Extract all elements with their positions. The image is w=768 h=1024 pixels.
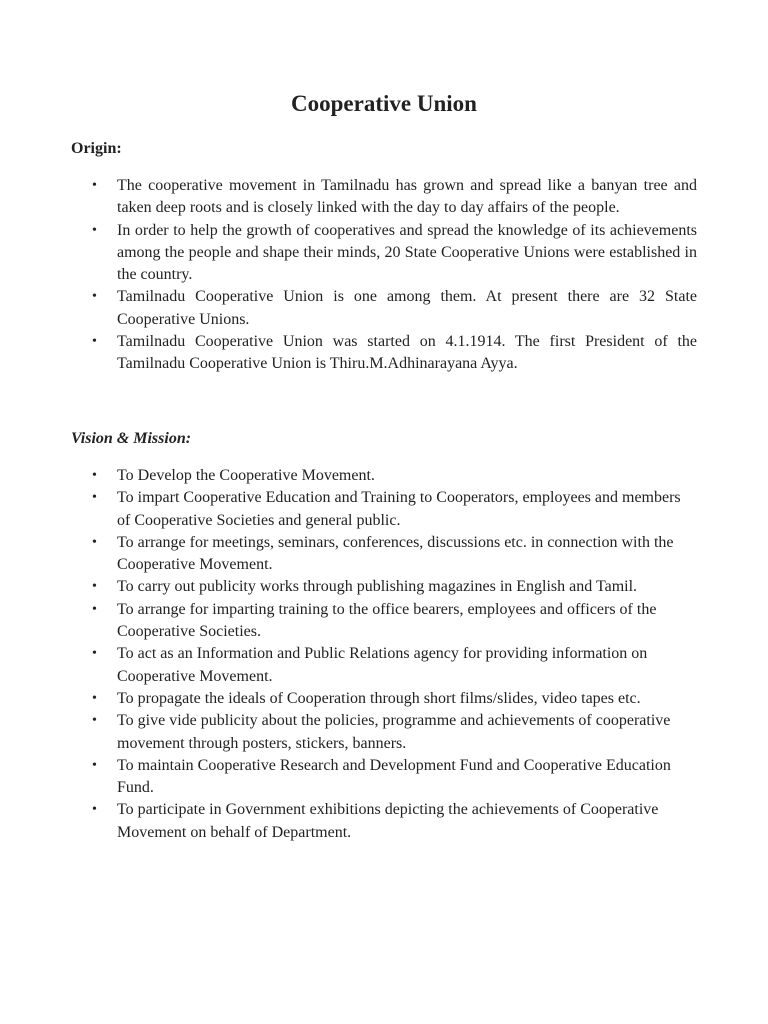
list-item bbox=[71, 220, 697, 287]
list-item bbox=[71, 331, 697, 376]
list-item-text: To Develop the Cooperative Movement. bbox=[117, 467, 375, 484]
page-title: Cooperative Union bbox=[291, 91, 477, 116]
bullet-icon: • bbox=[92, 646, 97, 662]
origin-list bbox=[71, 175, 697, 376]
list-item-text: Tamilnadu Cooperative Union was started on 4.1.1914. The first President of the Tamilnadu Cooperative Union is Thiru.M.Adhinarayana Ayya. bbox=[117, 333, 697, 373]
vision-mission-heading: Vision & Mission: bbox=[71, 430, 192, 447]
bullet-icon: • bbox=[92, 534, 97, 550]
bullet-icon: • bbox=[92, 468, 97, 483]
bullet-icon: • bbox=[92, 334, 97, 350]
list-item-text: To arrange for imparting training to the office bearers, employees and officers of the Cooperative Societies. bbox=[117, 600, 657, 641]
list-item bbox=[71, 799, 697, 844]
list-item-text: To arrange for meetings, seminars, conferences, discussions etc. in connection with the Cooperative Movement. bbox=[117, 533, 674, 574]
list-item-text: To participate in Government exhibitions depicting the achievements of Cooperative Movement on behalf of Department. bbox=[117, 801, 659, 841]
bullet-icon: • bbox=[92, 757, 97, 773]
vision-mission-list bbox=[71, 465, 697, 844]
bullet-icon: • bbox=[92, 802, 97, 818]
list-item-text: To maintain Cooperative Research and Development Fund and Cooperative Education Fund. bbox=[117, 756, 671, 797]
list-item bbox=[71, 688, 697, 710]
list-item-text: To impart Cooperative Education and Training to Cooperators, employees and members of Cooperative Societies and general public. bbox=[117, 489, 681, 529]
list-item-text: To give vide publicity about the policies, programme and achievements of cooperative movement through posters, stickers, banners. bbox=[117, 712, 671, 752]
list-item-text: To act as an Information and Public Relations agency for providing information on Cooperative Movement. bbox=[117, 645, 648, 685]
bullet-icon: • bbox=[92, 289, 97, 305]
list-item bbox=[71, 576, 697, 598]
bullet-icon: • bbox=[92, 579, 97, 595]
list-item-text: To carry out publicity works through publishing magazines in English and Tamil. bbox=[117, 578, 638, 596]
list-item bbox=[71, 643, 697, 688]
list-item bbox=[71, 487, 697, 532]
bullet-icon: • bbox=[92, 178, 97, 193]
list-item-text: In order to help the growth of cooperatives and spread the knowledge of its achievements among the people and shape their minds, 20 State Cooperative Unions were established in the country. bbox=[117, 221, 697, 284]
bullet-icon: • bbox=[92, 713, 97, 729]
list-item bbox=[71, 286, 697, 331]
list-item bbox=[71, 465, 697, 487]
list-item bbox=[71, 532, 697, 577]
list-item bbox=[71, 710, 697, 755]
list-item bbox=[71, 175, 697, 220]
list-item bbox=[71, 755, 697, 800]
bullet-icon: • bbox=[92, 601, 97, 617]
bullet-icon: • bbox=[92, 222, 97, 238]
list-item bbox=[71, 599, 697, 644]
bullet-icon: • bbox=[92, 690, 97, 706]
list-item-text: The cooperative movement in Tamilnadu has grown and spread like a banyan tree and taken deep roots and is closely linked with the day to day affairs of the people. bbox=[117, 177, 697, 217]
list-item-text: To propagate the ideals of Cooperation through short films/slides, video tapes etc. bbox=[117, 689, 641, 707]
origin-heading: Origin: bbox=[71, 140, 122, 157]
list-item-text: Tamilnadu Cooperative Union is one among them. At present there are 32 State Cooperative Unions. bbox=[117, 288, 697, 328]
bullet-icon: • bbox=[92, 490, 97, 506]
